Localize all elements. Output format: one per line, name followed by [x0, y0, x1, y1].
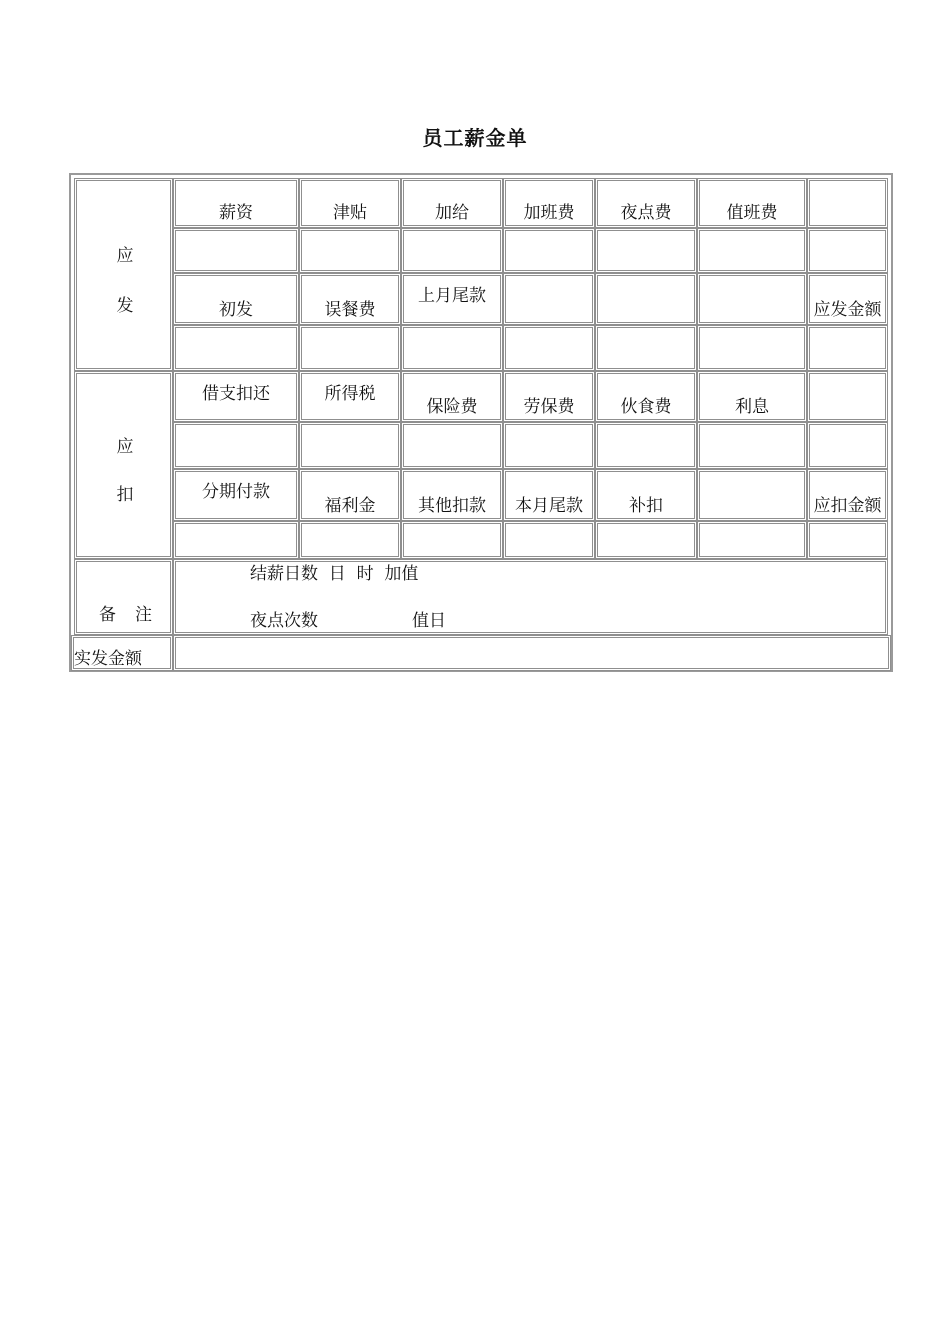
page-title: 员工薪金单	[422, 126, 528, 150]
deductions-value-cell[interactable]	[697, 422, 807, 469]
earnings-header-cell: 薪资	[173, 178, 299, 228]
net-pay-label: 实发金额	[74, 649, 142, 669]
earnings-value-cell[interactable]	[807, 228, 888, 273]
remarks-field[interactable]	[173, 559, 888, 635]
earnings-header-cell: 值班费	[697, 178, 807, 228]
deductions-label-top: 应	[116, 437, 134, 457]
earnings-label-bottom: 发	[116, 296, 134, 316]
deductions-total-label: 应扣金额	[807, 469, 888, 521]
salary-table	[69, 173, 893, 672]
earnings-side-label	[74, 178, 173, 371]
remarks-label-left: 备	[99, 605, 116, 625]
deductions-header-cell	[697, 469, 807, 521]
earnings-header-cell	[697, 273, 807, 325]
deductions-header-cell: 所得税	[299, 371, 401, 422]
deductions-value-cell[interactable]	[401, 521, 503, 559]
deductions-header-cell	[807, 371, 888, 422]
deductions-value-cell[interactable]	[595, 521, 697, 559]
earnings-value-cell[interactable]	[401, 228, 503, 273]
earnings-header-cell: 上月尾款	[401, 273, 503, 325]
earnings-value-cell[interactable]	[697, 228, 807, 273]
earnings-label-top: 应	[116, 246, 134, 266]
remarks-line-2-left: 夜点次数	[250, 611, 318, 631]
earnings-header-cell	[503, 273, 595, 325]
earnings-header-cell: 津贴	[299, 178, 401, 228]
earnings-header-cell	[807, 178, 888, 228]
deductions-value-cell[interactable]	[173, 422, 299, 469]
remarks-side-label	[74, 559, 173, 635]
deductions-value-cell[interactable]	[401, 422, 503, 469]
deductions-value-cell[interactable]	[595, 422, 697, 469]
earnings-header-cell: 加班费	[503, 178, 595, 228]
deductions-side-label	[74, 371, 173, 559]
earnings-value-cell[interactable]	[503, 325, 595, 371]
deductions-value-cell[interactable]	[299, 422, 401, 469]
deductions-value-cell[interactable]	[299, 521, 401, 559]
remarks-line-1: 结薪日数 日 时 加值	[250, 564, 419, 584]
deductions-value-cell[interactable]	[503, 521, 595, 559]
deductions-header-cell: 福利金	[299, 469, 401, 521]
net-pay-label-cell	[71, 635, 173, 671]
deductions-value-cell[interactable]	[503, 422, 595, 469]
deductions-value-cell[interactable]	[697, 521, 807, 559]
earnings-value-cell[interactable]	[299, 325, 401, 371]
earnings-value-cell[interactable]	[697, 325, 807, 371]
deductions-value-cell[interactable]	[807, 422, 888, 469]
earnings-header-cell	[595, 273, 697, 325]
earnings-value-cell[interactable]	[595, 325, 697, 371]
deductions-header-cell: 劳保费	[503, 371, 595, 422]
deductions-total-value[interactable]	[807, 521, 888, 559]
earnings-value-cell[interactable]	[503, 228, 595, 273]
earnings-value-cell[interactable]	[401, 325, 503, 371]
deductions-header-cell: 本月尾款	[503, 469, 595, 521]
earnings-value-cell[interactable]	[299, 228, 401, 273]
earnings-header-cell: 初发	[173, 273, 299, 325]
earnings-header-cell: 误餐费	[299, 273, 401, 325]
earnings-value-cell[interactable]	[173, 228, 299, 273]
deductions-header-cell: 借支扣还	[173, 371, 299, 422]
remarks-line-2-right: 值日	[412, 611, 446, 631]
net-pay-value[interactable]	[173, 635, 891, 671]
deductions-header-cell: 补扣	[595, 469, 697, 521]
deductions-header-cell: 分期付款	[173, 469, 299, 521]
earnings-header-cell: 夜点费	[595, 178, 697, 228]
earnings-value-cell[interactable]	[595, 228, 697, 273]
earnings-value-cell[interactable]	[173, 325, 299, 371]
deductions-value-cell[interactable]	[173, 521, 299, 559]
earnings-header-cell: 加给	[401, 178, 503, 228]
deductions-header-cell: 利息	[697, 371, 807, 422]
earnings-total-label: 应发金额	[807, 273, 888, 325]
deductions-label-bottom: 扣	[116, 485, 134, 505]
deductions-header-cell: 保险费	[401, 371, 503, 422]
deductions-header-cell: 伙食费	[595, 371, 697, 422]
remarks-label-right: 注	[135, 605, 152, 625]
deductions-header-cell: 其他扣款	[401, 469, 503, 521]
earnings-total-value[interactable]	[807, 325, 888, 371]
